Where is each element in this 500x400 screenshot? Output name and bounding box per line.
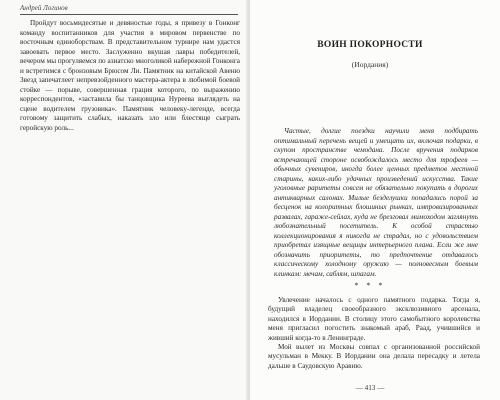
epigraph-text bbox=[274, 127, 478, 279]
paragraph: Пройдут восьмидесятые и девяностые годы, я привезу в Гонконг команду воспитанников для участия в мировом первенстве по восточным единоборствам. В представительном турнире нам удастся завоевать первое место. Заслуженно вкушая лавры победителей, вечером мы прогуляемся по азиатско многоликой набережной Гонконга и встретимся с бронзовым Брюсом Ли. Памятник на китайской Авеню Звезд запечатлеет непревзойденного мастера-актера в любимой боевой стойке — порыве, совершенная грация которого, по выражению корреспондентов, «заставила бы танцовщика Нуреева выглядеть на сцене водителем грузовика». Памятник человеку-легенде, всегда готовому защитить слабых, наказать зло или блестяще сыграть геройскую роль... bbox=[20, 19, 240, 132]
right-page-text bbox=[268, 296, 480, 371]
chapter-subtitle: (Иордания) bbox=[351, 60, 389, 69]
header-rule bbox=[20, 14, 238, 15]
paragraph: Увлечение началось с одного памятного подарка. Тогда я, будущий владелец своеобразного эксклюзивного арсенала, находился в Иордании. В столицу этого самобытного королевства меня пригласил погостить знакомый араб, Раад, учившийся и живший когда-то в Ленинграде. bbox=[268, 296, 480, 342]
epigraph-paragraph: Частые, долгие поездки научили меня подбирать оптимальный перечень вещей и умещать их, включая подарки, в скупом пространстве чемодана. После вручения подарков встречающей стороне освобождалось место для трофеев — обычных сувениров, иногда более ценных предметов местной старины, каких-либо удачных произведений искусства. Такие уголовные раритеты совсем не обязательно покупать в дорогих антикварных салонах. Милые безделушки попадались порой за бесценок на колоритных блошиных рынках, импровизированных развалах, гараже-сейлах, куда не брезговал мимоходом заглянуть любознательный посетитель. К особой страстью коллекционирования я никогда не страдал, но с удовольствием приобретал изящные вещицы интерьерного плана. Если же мне обозначить приоритеты, то предпочтение отдавалось классическому холодному оружию — полновесным боевым клинкам: мечам, саблям, шпагам. bbox=[274, 127, 478, 278]
chapter-title: ВОИН ПОКОРНОСТИ bbox=[317, 40, 423, 50]
running-head: Андрей Логинов bbox=[20, 4, 68, 12]
paragraph: Мой вылет из Москвы совпал с организованной российской мусульман в Мекку. В Иордании она делала пересадку и летела дальше в Саудовскую Аравию. bbox=[268, 343, 480, 370]
section-divider: * * * bbox=[354, 281, 386, 290]
left-page-text bbox=[20, 19, 240, 133]
page-number: — 413 — bbox=[355, 384, 385, 392]
